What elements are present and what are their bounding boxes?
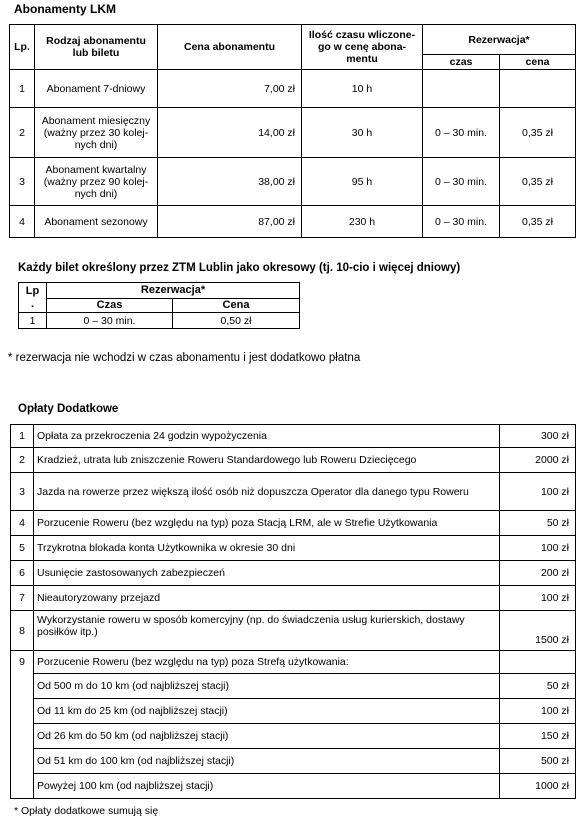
row-desc: Nieautoryzowany przejazd <box>34 586 500 611</box>
row-price: 50 zł <box>500 674 576 699</box>
row-lp: 9 <box>11 651 34 799</box>
row-res-price: 0,35 zł <box>500 108 576 158</box>
row-desc: Od 51 km do 100 km (od najbliższej stacji) <box>34 749 500 774</box>
row-desc: Porzucenie Roweru (bez względu na typ) poza Strefą użytkowania: <box>34 651 500 674</box>
row-lp: 8 <box>11 611 34 651</box>
table-row <box>11 511 576 536</box>
row-price: 200 zł <box>500 561 576 586</box>
table-row <box>11 536 576 561</box>
row-lp: 6 <box>11 561 34 586</box>
row-price: 100 zł <box>500 536 576 561</box>
row-lp: 1 <box>19 313 47 329</box>
table-row <box>11 749 576 774</box>
header-lp: Lp. <box>10 25 35 70</box>
row-price: 1000 zł <box>500 774 576 799</box>
row-price: 87,00 zł <box>158 206 302 238</box>
row-price: 100 zł <box>500 473 576 511</box>
row-price: 38,00 zł <box>158 158 302 206</box>
row-lp: 4 <box>10 206 35 238</box>
section-title-periodic-ticket: Każdy bilet określony przez ZTM Lublin jako okresowy (tj. 10-cio i więcej dniowy) <box>18 262 461 274</box>
row-desc: Opłata za przekroczenia 24 godzin wypożyczenia <box>34 425 500 448</box>
table-row <box>11 674 576 699</box>
row-res-time: 0 – 30 min. <box>423 108 500 158</box>
table-row <box>11 448 576 473</box>
header-reservation-price: cena <box>500 55 576 70</box>
row-desc: Usunięcie zastosowanych zabezpieczeń <box>34 561 500 586</box>
row-type: Abonament miesięczny (ważny przez 30 kolej- nych dni) <box>35 108 158 158</box>
row-type: Abonament kwartalny (ważny przez 90 kolej- nych dni) <box>35 158 158 206</box>
table-row <box>11 724 576 749</box>
header-reservation: Rezerwacja* <box>47 283 300 299</box>
row-lp: 3 <box>10 158 35 206</box>
table-row <box>11 425 576 448</box>
row-time: 30 h <box>302 108 423 158</box>
header-time: Czas <box>47 299 173 313</box>
row-res-time: 0 – 30 min. <box>423 158 500 206</box>
row-desc: Od 500 m do 10 km (od najbliższej stacji) <box>34 674 500 699</box>
row-lp: 1 <box>10 70 35 108</box>
row-price: 1500 zł <box>500 611 576 651</box>
additional-fees-table <box>10 424 576 799</box>
row-time: 10 h <box>302 70 423 108</box>
row-price: 100 zł <box>500 699 576 724</box>
section-title-abonamenty: Abonamenty LKM <box>14 2 116 16</box>
row-desc: Trzykrotna blokada konta Użytkownika w okresie 30 dni <box>34 536 500 561</box>
row-lp: 4 <box>11 511 34 536</box>
fees-footnote: * Opłaty dodatkowe sumują się <box>14 805 159 817</box>
table-row <box>19 313 300 329</box>
row-type: Abonament sezonowy <box>35 206 158 238</box>
row-desc: Od 11 km do 25 km (od najbliższej stacji) <box>34 699 500 724</box>
header-reservation-time: czas <box>423 55 500 70</box>
table-row <box>11 774 576 799</box>
table-row <box>11 651 576 674</box>
table-row <box>11 699 576 724</box>
row-time: 230 h <box>302 206 423 238</box>
header-lp: Lp . <box>19 283 47 313</box>
row-desc: Powyżej 100 km (od najbliższej stacji) <box>34 774 500 799</box>
row-price: 7,00 zł <box>158 70 302 108</box>
row-price: 300 zł <box>500 425 576 448</box>
row-desc: Wykorzystanie roweru w sposób komercyjny (np. do świadczenia usług kurierskich, dostawy posiłków itp.) <box>34 611 500 651</box>
table-row <box>10 158 576 206</box>
header-type: Rodzaj abonamentu lub biletu <box>35 25 158 70</box>
section-title-additional-fees: Opłaty Dodatkowe <box>18 403 119 415</box>
row-time: 0 – 30 min. <box>47 313 173 329</box>
row-lp: 1 <box>11 425 34 448</box>
reservation-footnote: * rezerwacja nie wchodzi w czas abonamentu i jest dodatkowo płatna <box>8 352 361 364</box>
row-desc: Kradzież, utrata lub zniszczenie Roweru Standardowego lub Roweru Dziecięcego <box>34 448 500 473</box>
row-price: 0,50 zł <box>173 313 300 329</box>
row-res-time <box>423 70 500 108</box>
row-res-price: 0,35 zł <box>500 206 576 238</box>
header-included-time: Ilość czasu wliczone- go w cenę abona- mentu <box>302 25 423 70</box>
row-desc: Jazda na rowerze przez większą ilość osób niż dopuszcza Operator dla danego typu Roweru <box>34 473 500 511</box>
table-row <box>10 206 576 238</box>
row-type: Abonament 7-dniowy <box>35 70 158 108</box>
row-desc: Porzucenie Roweru (bez względu na typ) poza Stacją LRM, ale w Strefie Użytkowania <box>34 511 500 536</box>
table-row <box>10 70 576 108</box>
row-lp: 2 <box>10 108 35 158</box>
row-res-price <box>500 70 576 108</box>
row-lp: 7 <box>11 586 34 611</box>
row-res-time: 0 – 30 min. <box>423 206 500 238</box>
subscription-table <box>9 24 576 238</box>
row-price: 50 zł <box>500 511 576 536</box>
row-price: 150 zł <box>500 724 576 749</box>
header-price: Cena abonamentu <box>158 25 302 70</box>
header-reservation: Rezerwacja* <box>423 25 576 55</box>
row-lp: 2 <box>11 448 34 473</box>
row-lp: 3 <box>11 473 34 511</box>
table-row <box>11 611 576 651</box>
table-row <box>11 586 576 611</box>
row-lp: 5 <box>11 536 34 561</box>
table-row <box>11 561 576 586</box>
row-price: 2000 zł <box>500 448 576 473</box>
periodic-ticket-table <box>18 282 300 329</box>
row-desc: Od 26 km do 50 km (od najbliższej stacji) <box>34 724 500 749</box>
row-price: 14,00 zł <box>158 108 302 158</box>
table-row <box>10 108 576 158</box>
row-time: 95 h <box>302 158 423 206</box>
header-price: Cena <box>173 299 300 313</box>
row-price: 100 zł <box>500 586 576 611</box>
row-price <box>500 651 576 674</box>
table-row <box>11 473 576 511</box>
row-res-price: 0,35 zł <box>500 158 576 206</box>
row-price: 500 zł <box>500 749 576 774</box>
